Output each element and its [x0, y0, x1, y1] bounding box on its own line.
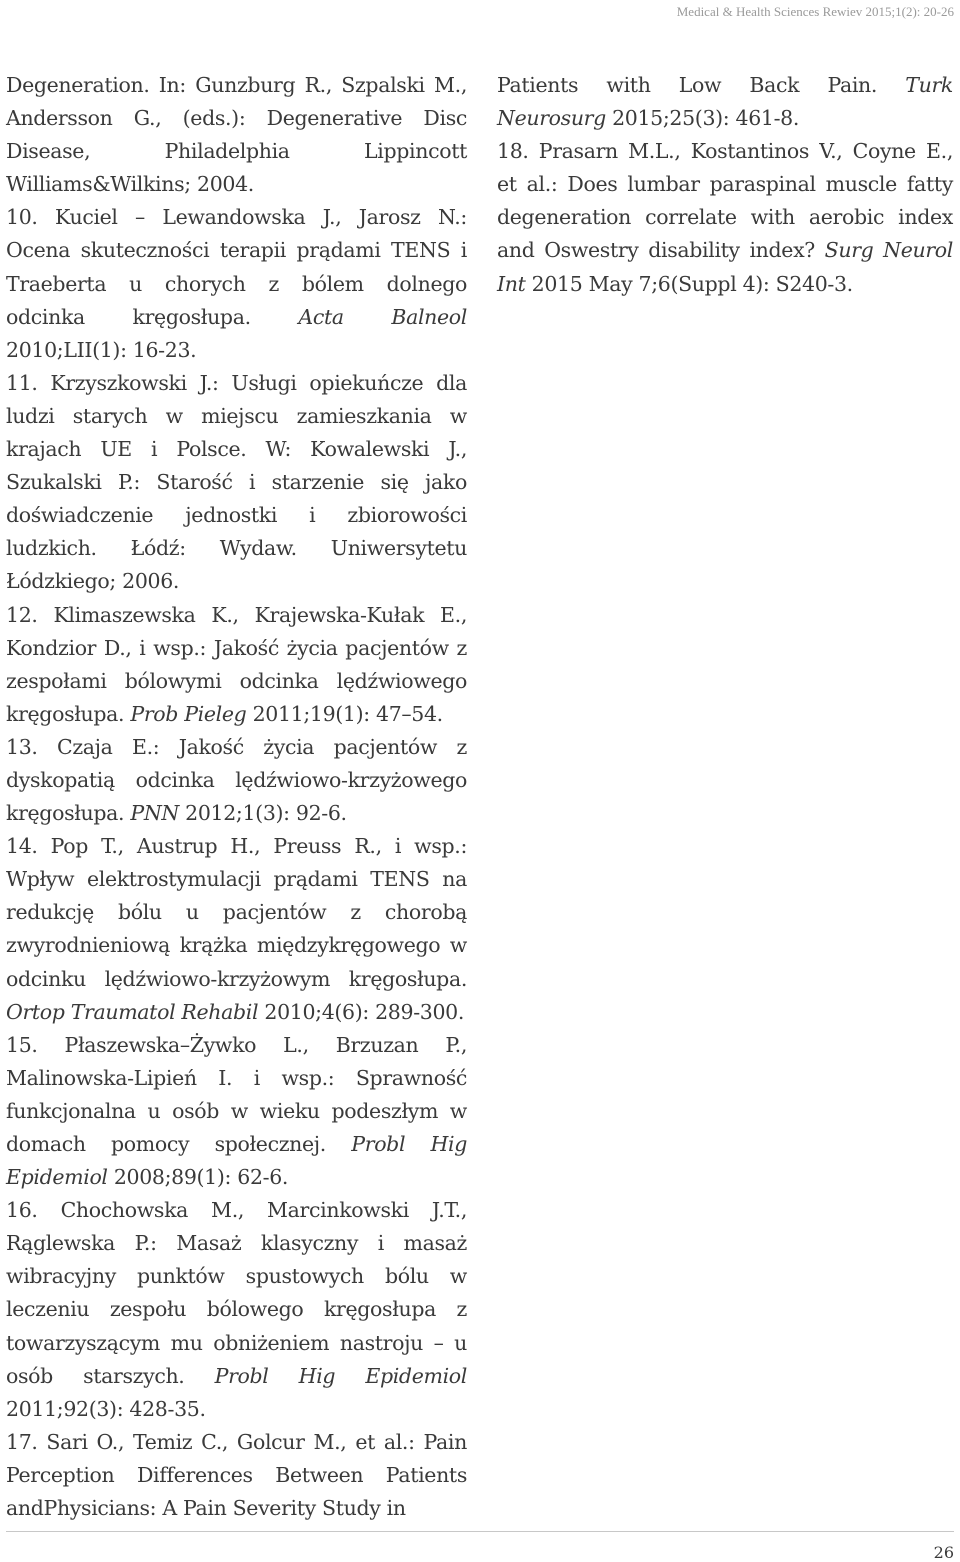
journal-name: PNN	[130, 801, 179, 826]
journal-name: Surg Neurol Int	[497, 238, 953, 296]
journal-name: Prob Pieleg	[130, 701, 247, 726]
journal-name: Ortop Traumatol Rehabil	[6, 999, 259, 1024]
reference-item: 16. Chochowska M., Marcinkowski J.T., Rąglewska P.: Masaż klasyczny i masaż wibracyjny punktów spustowych bólu w leczeniu zespołu bólowego kręgosłupa z towarzyszącym mu obniżeniem nastroju – u osób starszych. Probl Hig Epidemiol 2011;92(3): 428-35.	[6, 1198, 467, 1421]
journal-name: Probl Hig Epidemiol	[6, 1132, 467, 1190]
journal-name: Turk Neurosurg	[497, 73, 953, 131]
reference-item: 12. Klimaszewska K., Krajewska-Kułak E., Kondzior D., i wsp.: Jakość życia pacjentów z zespołami bólowymi odcinka lędźwiowego kręgosłupa. Prob Pieleg 2011;19(1): 47–54.	[6, 602, 467, 726]
reference-item: 11. Krzyszkowski J.: Usługi opiekuńcze dla ludzi starych w miejscu zamieszkania w krajach UE i Polsce. W: Kowalewski J., Szukalski P.: Starość i starzenie się jako doświadczenie jednostki i zbiorowości ludzkich. Łódź: Wydaw. Uniwersytetu Łódzkiego; 2006.	[6, 370, 467, 594]
journal-name: Acta Balneol	[298, 304, 468, 329]
references-right-column	[497, 69, 953, 301]
footer-divider	[6, 1531, 954, 1532]
page-number: 26	[933, 1543, 954, 1562]
reference-item: 18. Prasarn M.L., Kostantinos V., Coyne E., et al.: Does lumbar paraspinal muscle fatty degeneration correlate with aerobic index and Oswestry disability index? Surg Neurol Int 2015 May 7;6(Suppl 4): S240-3.	[497, 139, 953, 296]
journal-name: Probl Hig Epidemiol	[214, 1363, 467, 1388]
reference-item: 10. Kuciel – Lewandowska J., Jarosz N.: Ocena skuteczności terapii prądami TENS i Traeberta u chorych z bólem dolnego odcinka kręgosłupa. Acta Balneol 2010;LII(1): 16-23.	[6, 205, 468, 362]
journal-header: Medical & Health Sciences Rewiev 2015;1(2): 20-26	[676, 4, 954, 19]
reference-item: 15. Płaszewska–Żywko L., Brzuzan P., Malinowska-Lipień I. i wsp.: Sprawność funkcjonalna u osób w wieku podeszłym w domach pomocy społecznej. Probl Hig Epidemiol 2008;89(1): 62-6.	[6, 1032, 467, 1190]
reference-item: Patients with Low Back Pain. Turk Neurosurg 2015;25(3): 461-8.	[497, 73, 953, 131]
reference-item: 14. Pop T., Austrup H., Preuss R., i wsp.: Wpływ elektrostymulacji prądami TENS na redukcję bólu u pacjentów z chorobą zwyrodnieniową krążka międzykręgowego w odcinku lędźwiowo-krzyżowym kręgosłupa. Ortop Traumatol Rehabil 2010;4(6): 289-300.	[6, 834, 467, 1024]
reference-item: 13. Czaja E.: Jakość życia pacjentów z dyskopatią odcinka lędźwiowo-krzyżowego kręgosłupa. PNN 2012;1(3): 92-6.	[6, 734, 467, 826]
reference-item: 17. Sari O., Temiz C., Golcur M., et al.: Pain Perception Differences Between Patients andPhysicians: A Pain Severity Study in	[6, 1429, 467, 1521]
reference-item: Degeneration. In: Gunzburg R., Szpalski M., Andersson G., (eds.): Degenerative Disc Disease, Philadelphia Lippincott Williams&Wilkins; 2004.	[6, 73, 467, 197]
references-left-column	[6, 69, 467, 1525]
